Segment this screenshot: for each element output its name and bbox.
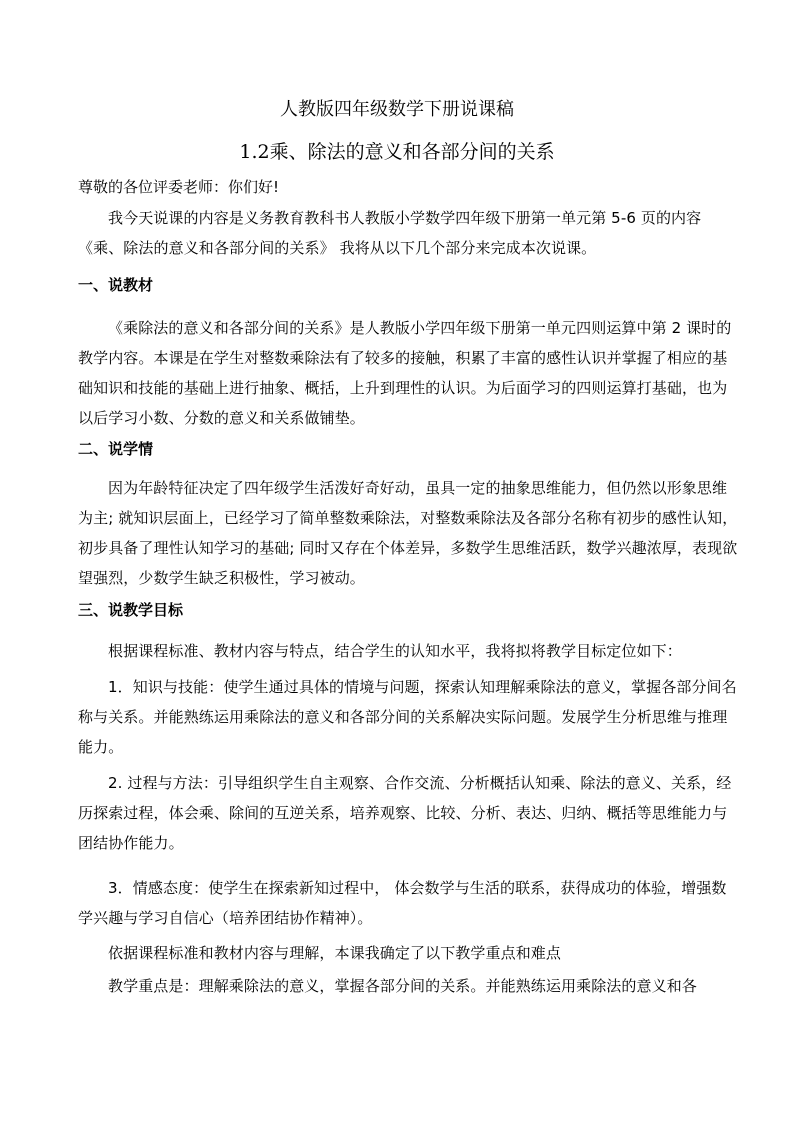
section-heading-textbook: 一、说教材 <box>78 276 154 294</box>
document-subtitle: 1.2乘、除法的意义和各部分间的关系 <box>239 141 555 163</box>
section-heading-goals: 三、说教学目标 <box>78 601 184 619</box>
goal-knowledge: 1．知识与技能：使学生通过具体的情境与问题，探索认知理解乘除法的意义，掌握各部分间名称与关系。并能熟练运用乘除法的意义和各部分间的关系解决实际问题。发展学生分析思维与推理能力。 <box>78 678 737 756</box>
goal-attitude: 3．情感态度：使学生在探索新知过程中， 体会数学与生活的联系，获得成功的体验，增强数学兴趣与学习自信心（培养团结协作精神）。 <box>78 879 727 927</box>
students-paragraph: 因为年龄特征决定了四年级学生活泼好奇好动，虽具一定的抽象思维能力，但仍然以形象思维为主; 就知识层面上，已经学习了简单整数乘除法，对整数乘除法及各部分名称有初步的感性认知，初步具备了理性认知学习的基础; 同时又存在个体差异，多数学生思维活跃，数学兴趣浓厚，表现欲望强烈，少数学生缺乏积极性，学习被动。 <box>78 479 738 587</box>
greeting: 尊敬的各位评委老师：你们好! <box>78 178 280 196</box>
goals-intro: 根据课程标准、教材内容与特点，结合学生的认知水平，我将拟将教学目标定位如下： <box>108 642 682 660</box>
goal-process: 2. 过程与方法：引导组织学生自主观察、合作交流、分析概括认知乘、除法的意义、关系，经历探索过程，体会乘、除间的互逆关系，培养观察、比较、分析、表达、归纳、概括等思维能力与团结协作能力。 <box>78 774 732 852</box>
key-points-basis: 依据课程标准和教材内容与理解，本课我确定了以下教学重点和难点 <box>108 944 562 962</box>
section-heading-students: 二、说学情 <box>78 440 154 458</box>
document-title: 人教版四年级数学下册说课稿 <box>280 99 514 120</box>
textbook-paragraph: 《乘除法的意义和各部分间的关系》是人教版小学四年级下册第一单元四则运算中第 2 课时的教学内容。本课是在学生对整数乘除法有了较多的接触，积累了丰富的感性认识并掌握了相应的基础知识和技能的基础上进行抽象、概括，上升到理性的认识。为后面学习的四则运算打基础，也为以后学习小数、分数的意义和关系做铺垫。 <box>78 319 732 427</box>
intro-paragraph: 我今天说课的内容是义务教育教科书人教版小学数学四年级下册第一单元第 5-6 页的内容《乘、除法的意义和各部分间的关系》 我将从以下几个部分来完成本次说课。 <box>78 209 702 257</box>
teaching-key-point: 教学重点是：理解乘除法的意义，掌握各部分间的关系。并能熟练运用乘除法的意义和各 <box>108 977 697 995</box>
